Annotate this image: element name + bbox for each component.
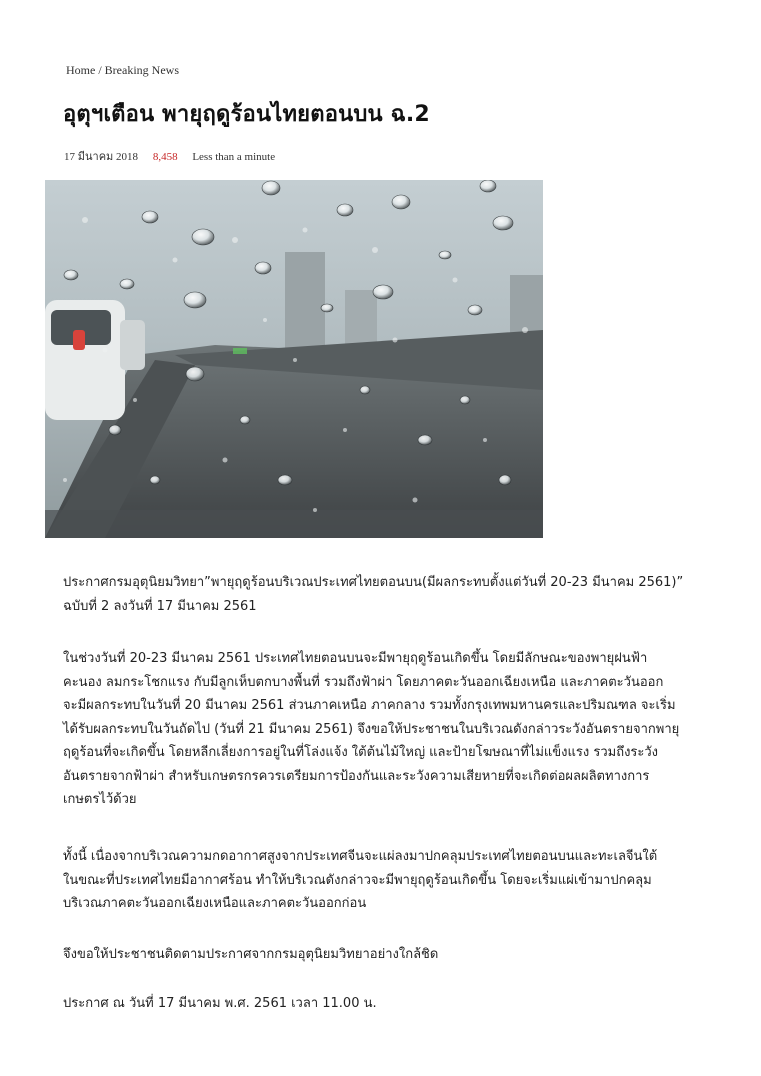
paragraph-line: บริเวณภาคตะวันออกเฉียงเหนือและภาคตะวันออกก่อน <box>63 896 367 911</box>
article-paragraph-2 <box>63 647 713 812</box>
read-time: Less than a minute <box>192 151 276 163</box>
paragraph-line: จะมีผลกระทบในวันที่ 20 มีนาคม 2561 ส่วนภาคเหนือ ภาคกลาง รวมทั้งกรุงเทพมหานครและปริมณฑล จะเริ่ม <box>63 698 676 713</box>
article-title: อุตุฯเตือน พายุฤดูร้อนไทยตอนบน ฉ.2 <box>63 102 430 127</box>
breadcrumb-breaking-news-link[interactable]: Breaking News <box>104 63 179 77</box>
paragraph-line: คะนอง ลมกระโชกแรง กับมีลูกเห็บตกบางพื้นที่ รวมถึงฟ้าผ่า โดยภาคตะวันออกเฉียงเหนือ และภาคตะวันออก <box>63 674 664 690</box>
breadcrumb-separator: / <box>95 63 105 77</box>
paragraph-line: ประกาศ ณ วันที่ 17 มีนาคม พ.ศ. 2561 เวลา 11.00 น. <box>63 996 377 1011</box>
paragraph-line: จึงขอให้ประชาชนติดตามประกาศจากกรมอุตุนิยมวิทยาอย่างใกล้ชิด <box>63 947 439 962</box>
view-count: 8,458 <box>152 151 178 163</box>
paragraph-line: ในขณะที่ประเทศไทยมีอากาศร้อน ทำให้บริเวณดังกล่าวจะมีพายุฤดูร้อนเกิดขึ้น โดยจะเริ่มแผ่เข้ามาปกคลุม <box>63 872 652 888</box>
breadcrumb <box>66 63 179 78</box>
paragraph-line: ฉบับที่ 2 ลงวันที่ 17 มีนาคม 2561 <box>63 598 257 614</box>
paragraph-line: เกษตรไว้ด้วย <box>63 792 137 807</box>
article-paragraph-1 <box>63 571 713 618</box>
article-paragraph-5 <box>63 992 713 1016</box>
article-meta <box>64 147 275 165</box>
breadcrumb-home-link[interactable]: Home <box>66 63 96 77</box>
article-paragraph-4 <box>63 943 713 967</box>
paragraph-line: ในช่วงวันที่ 20-23 มีนาคม 2561 ประเทศไทยตอนบนจะมีพายุฤดูร้อนเกิดขึ้น โดยมีลักษณะของพายุฝนฟ้า <box>63 651 648 666</box>
paragraph-line: ได้รับผลกระทบในวันถัดไป (วันที่ 21 มีนาคม 2561) จึงขอให้ประชาชนในบริเวณดังกล่าวระวังอันตรายจากพายุ <box>63 721 680 737</box>
rain-on-windshield-image <box>45 180 543 538</box>
paragraph-line: ประกาศกรมอุตุนิยมวิทยา”พายุฤดูร้อนบริเวณประเทศไทยตอนบน(มีผลกระทบตั้งแต่วันที่ 20-23 มีนาคม 2561)” <box>63 575 684 590</box>
paragraph-line: ทั้งนี้ เนื่องจากบริเวณความกดอากาศสูงจากประเทศจีนจะแผ่ลงมาปกคลุมประเทศไทยตอนบนและทะเลจีนใต้ <box>63 849 658 864</box>
paragraph-line: อันตรายจากฟ้าผ่า สำหรับเกษตรกรควรเตรียมการป้องกันและระวังความเสียหายที่จะเกิดต่อผลผลิตทางการ <box>63 768 650 784</box>
article-paragraph-3 <box>63 845 713 916</box>
paragraph-line: ฤดูร้อนที่จะเกิดขึ้น โดยหลีกเลี่ยงการอยู่ในที่โล่งแจ้ง ใต้ต้นไม้ใหญ่ และป้ายโฆษณาที่ไม่แข็งแรง รวมถึงระวัง <box>63 745 659 760</box>
article-date: 17 มีนาคม 2018 <box>64 151 139 163</box>
